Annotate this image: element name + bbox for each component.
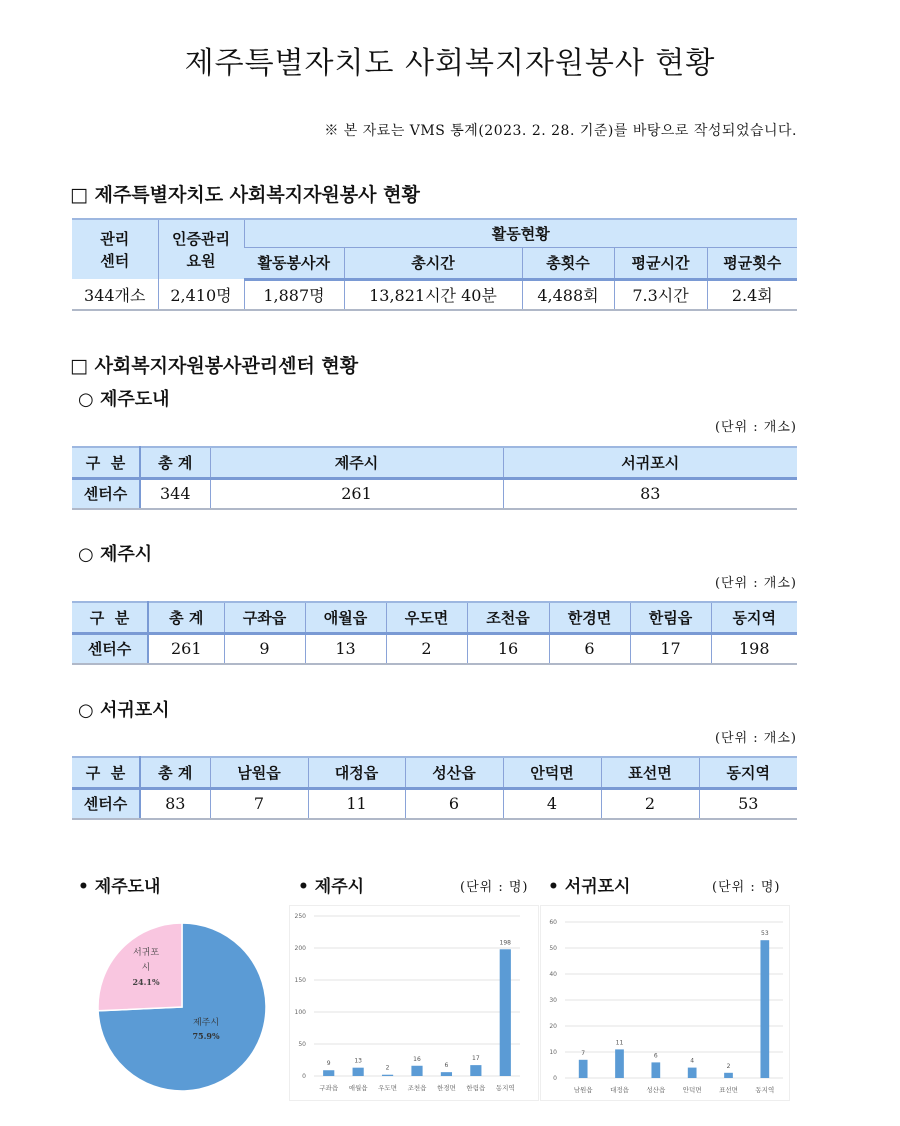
header-col: 대정읍	[308, 757, 405, 788]
cell-value: 261	[210, 478, 503, 509]
cell-total-time: 13,821시간 40분	[344, 279, 522, 310]
table-row	[72, 478, 797, 509]
row-label: 센터수	[72, 478, 140, 509]
header-center: 관리 센터	[72, 219, 158, 279]
row-label: 센터수	[72, 788, 140, 819]
svg-text:50: 50	[298, 1041, 306, 1048]
header-col: 성산읍	[405, 757, 503, 788]
header-col: 한림읍	[630, 602, 711, 633]
subheading-seogwipo: ○ 서귀포시	[78, 700, 170, 721]
svg-text:남원읍: 남원읍	[573, 1086, 593, 1094]
svg-text:200: 200	[294, 945, 306, 952]
cell-centers: 344개소	[72, 279, 158, 310]
svg-text:150: 150	[294, 977, 306, 984]
table-row	[72, 788, 797, 819]
chart-unit: (단위 : 명)	[460, 880, 529, 895]
svg-text:대정읍: 대정읍	[610, 1086, 629, 1094]
cell-value: 17	[630, 633, 711, 664]
cell-value: 16	[467, 633, 549, 664]
unit-label: (단위 : 개소)	[714, 576, 797, 591]
svg-text:0: 0	[553, 1075, 557, 1082]
svg-text:한림읍: 한림읍	[466, 1084, 486, 1092]
header-total-time: 총시간	[344, 247, 522, 279]
header-col: 구좌읍	[224, 602, 305, 633]
header-col: 서귀포시	[503, 447, 797, 478]
svg-text:250: 250	[294, 913, 306, 920]
svg-text:17: 17	[472, 1055, 480, 1063]
cell-volunteers: 1,887명	[244, 279, 344, 310]
svg-text:16: 16	[413, 1055, 421, 1063]
svg-text:10: 10	[549, 1049, 557, 1056]
header-col: 안덕면	[503, 757, 601, 788]
cell-total: 83	[140, 788, 210, 819]
row-label: 센터수	[72, 633, 148, 664]
chart-title-seogwipo: • 서귀포시	[548, 877, 631, 897]
svg-text:75.9%: 75.9%	[192, 1031, 220, 1041]
header-col: 표선면	[601, 757, 699, 788]
header-volunteers: 활동봉사자	[244, 247, 344, 279]
cell-total-count: 4,488회	[522, 279, 614, 310]
chart-title-province: • 제주도내	[78, 877, 161, 897]
svg-text:50: 50	[549, 945, 557, 952]
svg-text:0: 0	[302, 1073, 306, 1080]
svg-text:동지역: 동지역	[495, 1084, 515, 1092]
header-total-count: 총횟수	[522, 247, 614, 279]
svg-text:13: 13	[354, 1057, 362, 1065]
cell-value: 11	[308, 788, 405, 819]
svg-text:9: 9	[326, 1060, 331, 1068]
source-note: ※ 본 자료는 VMS 통계(2023. 2. 28. 기준)를 바탕으로 작성되었습니다.	[324, 123, 797, 139]
pie-chart	[90, 915, 275, 1095]
svg-text:제주시: 제주시	[192, 1018, 220, 1028]
svg-text:우도면: 우도면	[378, 1084, 397, 1092]
svg-text:7: 7	[581, 1049, 586, 1057]
header-total: 총 계	[148, 602, 224, 633]
svg-text:구좌읍: 구좌읍	[319, 1084, 339, 1092]
header-col: 애월읍	[305, 602, 386, 633]
header-col: 우도면	[386, 602, 467, 633]
header-category: 구 분	[72, 757, 140, 788]
svg-text:20: 20	[549, 1023, 557, 1030]
unit-label: (단위 : 개소)	[714, 420, 797, 435]
header-col: 한경면	[549, 602, 630, 633]
header-category: 구 분	[72, 447, 140, 478]
header-activity: 활동현황	[244, 219, 797, 247]
svg-text:53: 53	[761, 930, 769, 938]
header-col: 동지역	[711, 602, 797, 633]
cell-avg-time: 7.3시간	[614, 279, 707, 310]
seogwipo-bar-chart	[540, 905, 790, 1101]
section-heading-overview: □ 제주특별자치도 사회복지자원봉사 현황	[70, 184, 420, 206]
svg-text:11: 11	[615, 1039, 624, 1047]
svg-text:안덕면: 안덕면	[682, 1086, 702, 1094]
subheading-jeju: ○ 제주시	[78, 544, 153, 565]
svg-text:198: 198	[499, 939, 512, 947]
cell-value: 13	[305, 633, 386, 664]
cell-avg-count: 2.4회	[707, 279, 797, 310]
cell-value: 83	[503, 478, 797, 509]
header-avg-count: 평균횟수	[707, 247, 797, 279]
header-col: 남원읍	[210, 757, 308, 788]
svg-text:성산읍: 성산읍	[646, 1086, 666, 1094]
cell-value: 53	[699, 788, 797, 819]
svg-text:시: 시	[141, 963, 151, 973]
svg-text:6: 6	[653, 1052, 658, 1060]
cell-value: 198	[711, 633, 797, 664]
svg-text:동지역: 동지역	[755, 1086, 775, 1094]
jeju-table	[72, 601, 797, 665]
cell-value: 2	[386, 633, 467, 664]
cell-value: 2	[601, 788, 699, 819]
jeju-bar-chart	[289, 905, 539, 1101]
section-heading-centers: □ 사회복지자원봉사관리센터 현황	[70, 355, 359, 377]
svg-text:2: 2	[385, 1064, 390, 1072]
svg-text:100: 100	[294, 1009, 306, 1016]
cell-value: 7	[210, 788, 308, 819]
cell-staff: 2,410명	[158, 279, 244, 310]
header-total: 총 계	[140, 757, 210, 788]
seogwipo-table	[72, 756, 797, 820]
header-col: 동지역	[699, 757, 797, 788]
header-col: 제주시	[210, 447, 503, 478]
svg-text:2: 2	[726, 1062, 731, 1070]
unit-label: (단위 : 개소)	[714, 731, 797, 746]
page-title: 제주특별자치도 사회복지자원봉사 현황	[184, 46, 716, 81]
overview-table	[72, 218, 797, 311]
svg-text:표선면: 표선면	[719, 1086, 738, 1094]
header-avg-time: 평균시간	[614, 247, 707, 279]
svg-text:6: 6	[444, 1062, 449, 1070]
table-row	[72, 633, 797, 664]
svg-text:24.1%: 24.1%	[132, 977, 160, 987]
cell-total: 261	[148, 633, 224, 664]
cell-value: 9	[224, 633, 305, 664]
svg-text:4: 4	[690, 1057, 695, 1065]
svg-text:애월읍: 애월읍	[348, 1084, 368, 1092]
subheading-province: ○ 제주도내	[78, 389, 170, 410]
cell-value: 6	[405, 788, 503, 819]
cell-value: 6	[549, 633, 630, 664]
cell-value: 4	[503, 788, 601, 819]
svg-text:한경면: 한경면	[437, 1084, 456, 1092]
chart-unit: (단위 : 명)	[712, 880, 781, 895]
cell-total: 344	[140, 478, 210, 509]
svg-text:40: 40	[549, 971, 557, 978]
table-row	[72, 279, 797, 310]
svg-text:서귀포: 서귀포	[132, 948, 160, 958]
svg-text:조천읍: 조천읍	[407, 1084, 427, 1092]
header-staff: 인증관리 요원	[158, 219, 244, 279]
svg-text:60: 60	[549, 919, 557, 926]
header-total: 총 계	[140, 447, 210, 478]
province-table	[72, 446, 797, 510]
svg-text:30: 30	[549, 997, 557, 1004]
header-col: 조천읍	[467, 602, 549, 633]
header-category: 구 분	[72, 602, 148, 633]
chart-title-jeju: • 제주시	[298, 877, 365, 897]
